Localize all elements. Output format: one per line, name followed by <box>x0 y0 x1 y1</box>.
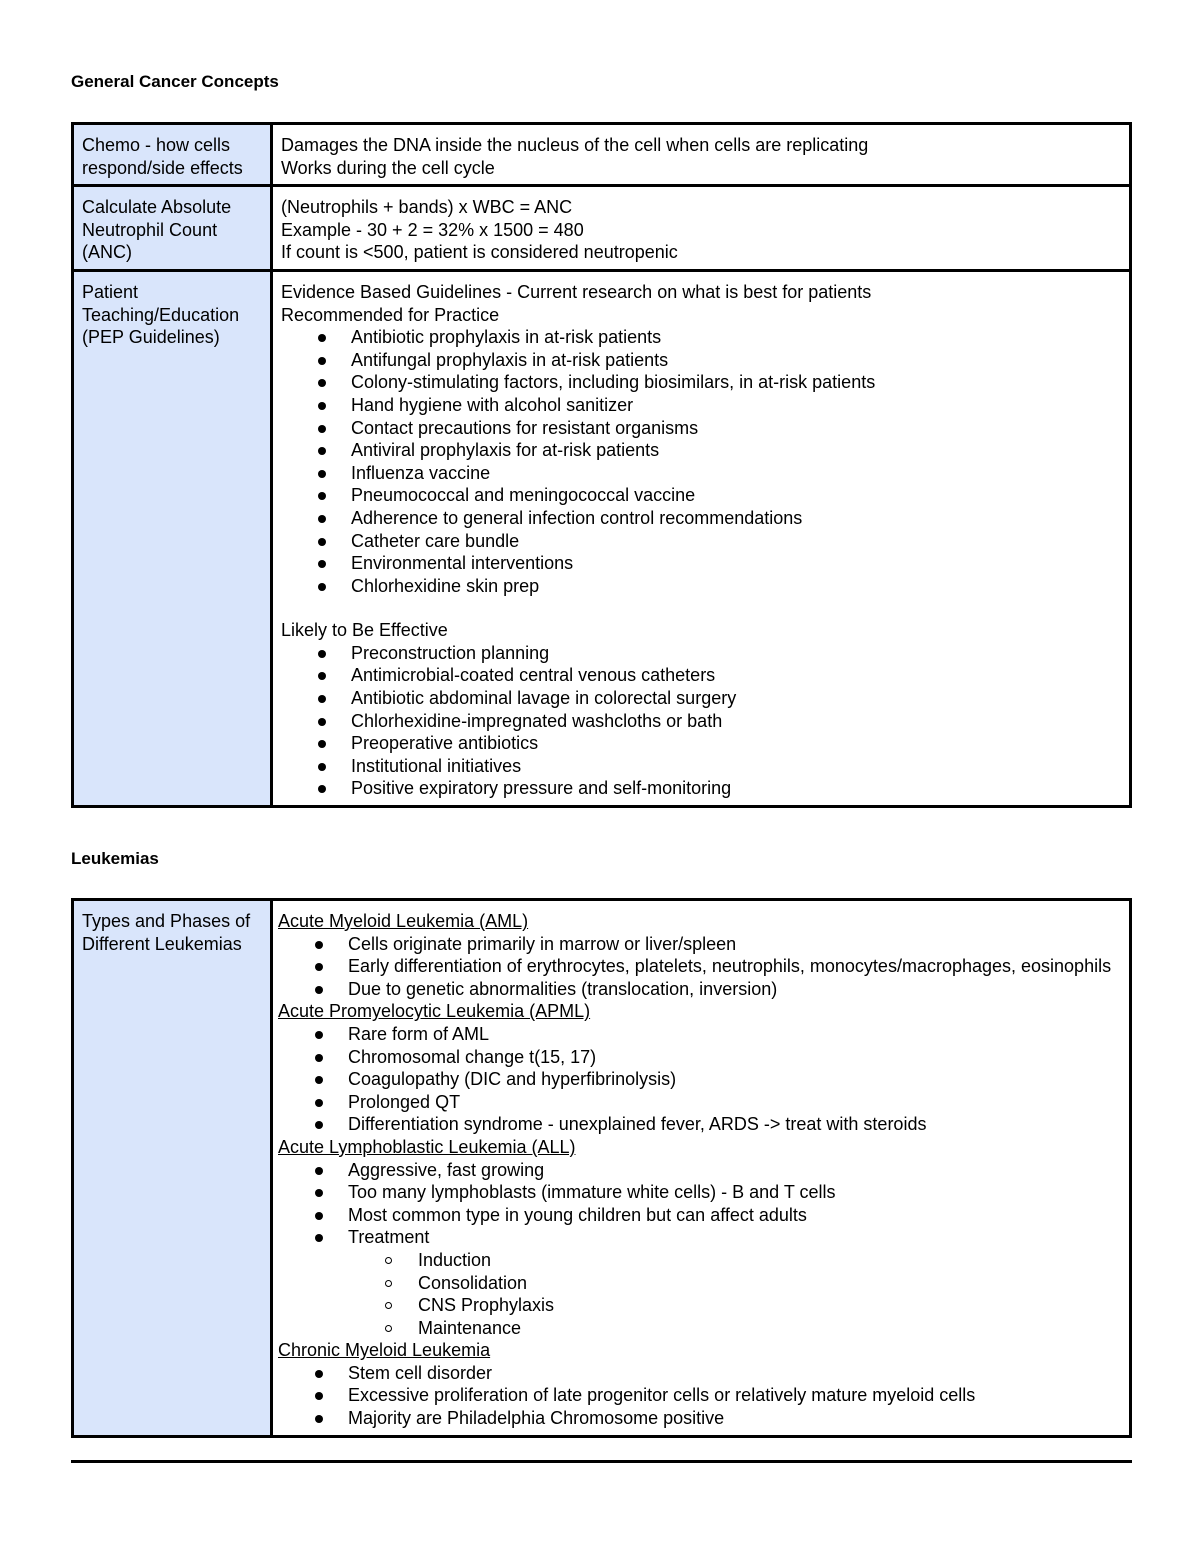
subsection-title: Recommended for Practice <box>281 304 500 325</box>
section-heading-leukemias: Leukemias <box>71 849 159 868</box>
text-line: Damages the DNA inside the nucleus of the cell when cells are replicating <box>281 135 869 155</box>
list-item: Rare form of AML <box>278 1023 1121 1046</box>
aml-list <box>278 933 1121 1001</box>
list-item: Positive expiratory pressure and self-monitoring <box>281 777 1121 800</box>
row-label-leukemia-types: Types and Phases of Different Leukemias <box>73 900 272 1437</box>
likely-list <box>281 642 1121 800</box>
list-item: Excessive proliferation of late progenitor cells or relatively mature myeloid cells <box>278 1384 1121 1407</box>
list-item: Coagulopathy (DIC and hyperfibrinolysis) <box>278 1068 1121 1091</box>
apml-list <box>278 1023 1121 1136</box>
table-row <box>73 124 1131 186</box>
sub-list-item: Induction <box>278 1249 1121 1272</box>
subsection-title: Likely to Be Effective <box>281 620 448 641</box>
text-line: If count is <500, patient is considered neutropenic <box>281 242 678 263</box>
list-item: Due to genetic abnormalities (translocation, inversion) <box>278 978 1121 1001</box>
list-item: Differentiation syndrome - unexplained fever, ARDS -> treat with steroids <box>278 1113 1121 1136</box>
subsection-title-all: Acute Lymphoblastic Leukemia (ALL) <box>278 1136 576 1157</box>
list-item: Antibiotic abdominal lavage in colorectal surgery <box>281 687 1121 710</box>
list-item: Catheter care bundle <box>281 530 1121 553</box>
list-item: Prolonged QT <box>278 1091 1121 1114</box>
list-item: Preoperative antibiotics <box>281 732 1121 755</box>
text-line: Evidence Based Guidelines - Current research on what is best for patients <box>281 281 872 302</box>
sub-list-item: CNS Prophylaxis <box>278 1294 1121 1317</box>
row-content-leukemia-types <box>272 900 1131 1437</box>
cml-list <box>278 1362 1121 1430</box>
text-line: Works during the cell cycle <box>281 157 495 178</box>
list-item: Aggressive, fast growing <box>278 1159 1121 1182</box>
list-item: Early differentiation of erythrocytes, platelets, neutrophils, monocytes/macrophages, eosinophils <box>278 955 1121 978</box>
list-item: Chlorhexidine-impregnated washcloths or bath <box>281 710 1121 733</box>
list-item: Antifungal prophylaxis in at-risk patients <box>281 349 1121 372</box>
list-item: Chromosomal change t(15, 17) <box>278 1046 1121 1069</box>
list-item: Preconstruction planning <box>281 642 1121 665</box>
list-item: Treatment <box>278 1226 1121 1249</box>
text-line: Example - 30 + 2 = 32% x 1500 = 480 <box>281 219 584 240</box>
list-item: Influenza vaccine <box>281 462 1121 485</box>
recommended-list <box>281 326 1121 597</box>
row-content-anc <box>272 186 1131 271</box>
list-item: Stem cell disorder <box>278 1362 1121 1385</box>
row-label-chemo: Chemo - how cells respond/side effects <box>73 124 272 186</box>
list-item: Too many lymphoblasts (immature white cells) - B and T cells <box>278 1181 1121 1204</box>
sub-list-item: Maintenance <box>278 1317 1121 1340</box>
section-heading-general: General Cancer Concepts <box>71 72 279 91</box>
treatment-phases-list <box>278 1249 1121 1339</box>
list-item: Institutional initiatives <box>281 755 1121 778</box>
list-item: Majority are Philadelphia Chromosome positive <box>278 1407 1121 1430</box>
list-item: Adherence to general infection control recommendations <box>281 507 1121 530</box>
subsection-title-apml: Acute Promyelocytic Leukemia (APML) <box>278 1001 591 1022</box>
list-item: Cells originate primarily in marrow or liver/spleen <box>278 933 1121 956</box>
list-item: Antiviral prophylaxis for at-risk patients <box>281 439 1121 462</box>
spacer <box>281 597 1121 619</box>
all-list <box>278 1159 1121 1249</box>
list-item: Antimicrobial-coated central venous catheters <box>281 664 1121 687</box>
row-label-pep: Patient Teaching/Education (PEP Guidelines) <box>73 270 272 806</box>
row-label-anc: Calculate Absolute Neutrophil Count (ANC) <box>73 186 272 271</box>
subsection-title-aml: Acute Myeloid Leukemia (AML) <box>278 911 529 931</box>
table-bottom-border <box>71 1460 1132 1463</box>
list-item: Most common type in young children but can affect adults <box>278 1204 1121 1227</box>
text-line: (Neutrophils + bands) x WBC = ANC <box>281 197 573 218</box>
row-content-chemo <box>272 124 1131 186</box>
list-item: Environmental interventions <box>281 552 1121 575</box>
sub-list-item: Consolidation <box>278 1272 1121 1295</box>
list-item: Chlorhexidine skin prep <box>281 575 1121 598</box>
table-row <box>73 900 1131 1437</box>
list-item: Contact precautions for resistant organisms <box>281 417 1121 440</box>
list-item: Pneumococcal and meningococcal vaccine <box>281 484 1121 507</box>
general-concepts-table <box>71 122 1132 808</box>
subsection-title-cml: Chronic Myeloid Leukemia <box>278 1340 491 1361</box>
row-content-pep <box>272 270 1131 806</box>
leukemias-table <box>71 898 1132 1438</box>
list-item: Hand hygiene with alcohol sanitizer <box>281 394 1121 417</box>
list-item: Colony-stimulating factors, including biosimilars, in at-risk patients <box>281 371 1121 394</box>
list-item: Antibiotic prophylaxis in at-risk patients <box>281 326 1121 349</box>
table-row <box>73 186 1131 271</box>
table-row <box>73 270 1131 806</box>
